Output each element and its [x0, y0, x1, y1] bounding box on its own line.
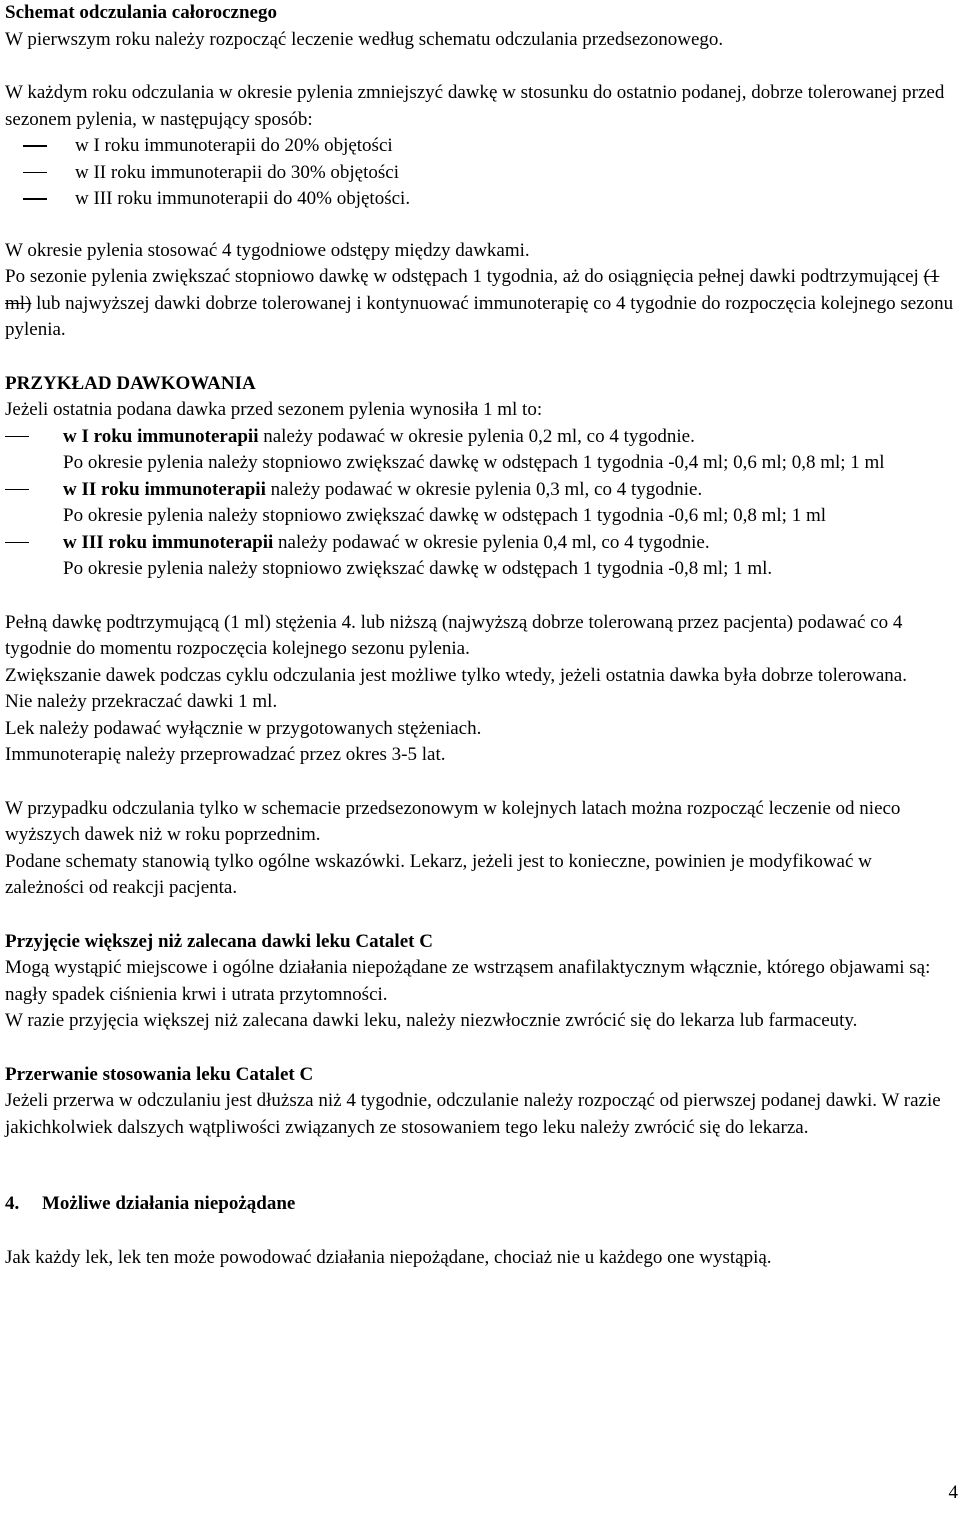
example-list	[5, 530, 955, 557]
overdose-paragraph: W razie przyjęcia większej niż zalecana dawki leku, należy niezwłocznie zwrócić się do lekarza lub farmaceuty.	[5, 1010, 858, 1031]
document-page	[5, 0, 955, 1271]
section-heading	[5, 1191, 955, 1218]
interruption-heading: Przerwanie stosowania leku Catalet C	[5, 1063, 314, 1085]
struck-dose: (1 ml)	[5, 266, 940, 314]
overdose-heading: Przyjęcie większej niż zalecana dawki leku Catalet C	[5, 930, 433, 952]
example-list	[5, 477, 955, 504]
note-paragraph: Lek należy podawać wyłącznie w przygotowanych stężeniach.	[5, 717, 482, 739]
page-number: 4	[948, 1482, 958, 1503]
reduction-item: w II roku immunoterapii do 30% objętości	[5, 160, 955, 187]
note-paragraph: Immunoterapię należy przeprowadzać przez okres 3-5 lat.	[5, 744, 446, 765]
example-item: w III roku immunoterapii należy podawać w okresie pylenia 0,4 ml, co 4 tygodnie.	[5, 530, 955, 557]
example-intro: Jeżeli ostatnia podana dawka przed sezonem pylenia wynosiła 1 ml to:	[5, 399, 543, 420]
example-item: w I roku immunoterapii należy podawać w okresie pylenia 0,2 ml, co 4 tygodnie.	[5, 424, 955, 451]
example-item: w II roku immunoterapii należy podawać w okresie pylenia 0,3 ml, co 4 tygodnie.	[5, 477, 955, 504]
section-title: Możliwe działania niepożądane	[42, 1193, 296, 1214]
followup-paragraph: Podane schematy stanowią tylko ogólne wskazówki. Lekarz, jeżeli jest to konieczne, powinien je modyfikować w zależności od reakcji pacjenta.	[5, 850, 872, 898]
followup-paragraph: W przypadku odczulania tylko w schemacie przedsezonowym w kolejnych latach można rozpocząć leczenie od nieco wyższych dawek niż w roku poprzednim.	[5, 797, 901, 845]
post-season-text: Po sezonie pylenia zwiększać stopniowo dawkę w odstępach 1 tygodnia, aż do osiągnięcia pełnej dawki podtrzymującej (1 ml) lub najwyższej dawki dobrze tolerowanej i kontynuować immunoterapię co 4 tygodnie do rozpoczęcia kolejnego sezonu pylenia.	[5, 266, 954, 340]
note-paragraph: Pełną dawkę podtrzymującą (1 ml) stężenia 4. lub niższą (najwyższą dobrze tolerowaną przez pacjenta) podawać co 4 tygodnie do momentu rozpoczęcia kolejnego sezonu pylenia.	[5, 611, 903, 659]
reduction-text: W każdym roku odczulania w okresie pylenia zmniejszyć dawkę w stosunku do ostatnio podanej, dobrze tolerowanej przed sezonem pylenia, w następujący sposób:	[5, 82, 945, 130]
section-number: 4.	[5, 1193, 20, 1214]
schemat-title: Schemat odczulania całorocznego	[5, 2, 277, 23]
section-text: Jak każdy lek, lek ten może powodować działania niepożądane, chociaż nie u każdego one wystąpią.	[5, 1246, 772, 1268]
example-followup: Po okresie pylenia należy stopniowo zwiększać dawkę w odstępach 1 tygodnia -0,4 ml; 0,6 ml; 0,8 ml; 1 ml	[63, 452, 885, 473]
interruption-text: Jeżeli przerwa w odczulaniu jest dłuższa niż 4 tygodnie, odczulanie należy rozpocząć od pierwszej podanej dawki. W razie jakichkolwiek dalszych wątpliwości związanych ze stosowaniem tego leku należy zwrócić się do lekarza.	[5, 1090, 941, 1138]
overdose-paragraph: Mogą wystąpić miejscowe i ogólne działania niepożądane ze wstrząsem anafilaktycznym włącznie, którego objawami są: nagły spadek ciśnienia krwi i utrata przytomności.	[5, 957, 931, 1005]
example-list	[5, 424, 955, 451]
reduction-item: w III roku immunoterapii do 40% objętości.	[5, 186, 955, 213]
reduction-list	[5, 133, 955, 213]
schemat-intro: W pierwszym roku należy rozpocząć leczenie według schematu odczulania przedsezonowego.	[5, 28, 724, 50]
note-paragraph: Zwiększanie dawek podczas cyklu odczulania jest możliwe tylko wtedy, jeżeli ostatnia dawka była dobrze tolerowana.	[5, 664, 907, 686]
note-paragraph: Nie należy przekraczać dawki 1 ml.	[5, 691, 278, 712]
example-heading: PRZYKŁAD DAWKOWANIA	[5, 372, 256, 394]
example-followup: Po okresie pylenia należy stopniowo zwiększać dawkę w odstępach 1 tygodnia -0,8 ml; 1 ml.	[63, 558, 773, 579]
reduction-item: w I roku immunoterapii do 20% objętości	[5, 133, 955, 160]
example-followup: Po okresie pylenia należy stopniowo zwiększać dawkę w odstępach 1 tygodnia -0,6 ml; 0,8 ml; 1 ml	[63, 505, 826, 526]
interval-text: W okresie pylenia stosować 4 tygodniowe odstępy między dawkami.	[5, 239, 530, 261]
